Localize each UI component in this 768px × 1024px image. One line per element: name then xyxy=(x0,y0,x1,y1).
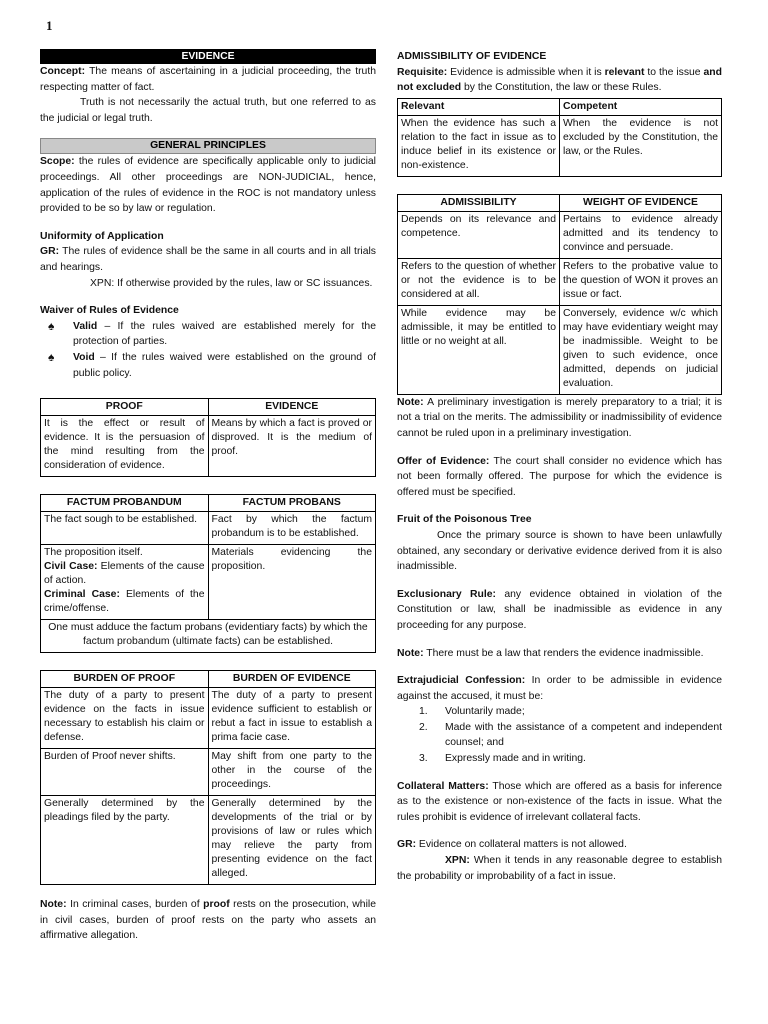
requisite-label: Requisite: xyxy=(397,66,448,78)
table-cell: When the evidence is not excluded by the Constitution, the law, or the Rules. xyxy=(560,115,722,176)
note-bold-proof: proof xyxy=(203,899,230,911)
concept-text: The means of ascertaining in a judicial proceeding, the truth respecting matter of fact. xyxy=(40,66,376,93)
table-cell: Refers to the question of whether or not the evidence is to be considered at all. xyxy=(398,258,560,305)
fruit-heading: Fruit of the Poisonous Tree xyxy=(397,514,532,526)
extrajudicial-label: Extrajudicial Confession: xyxy=(397,675,526,687)
burden-note: Note: In criminal cases, burden of proof rests on the prosecution, while in civil cases, burden of proof rests on the party who assets an affirmative allegation. xyxy=(40,899,376,942)
table-row xyxy=(398,305,722,394)
table-cell: Refers to the probative value to the question of WON it proves an issue or fact. xyxy=(560,258,722,305)
offer-paragraph: Offer of Evidence: The court shall consider no evidence which has not been formally offered. The purpose for which the evidence is offered must be specified. xyxy=(397,455,722,498)
gr-label: GR: xyxy=(397,839,417,851)
waiver-item-void xyxy=(40,350,376,381)
table-cell: Means by which a fact is proved or disproved. It is the medium of proof. xyxy=(208,416,376,477)
list-item: 3. Expressly made and in writing. xyxy=(419,753,586,765)
criminal-case-text: Criminal Case: Elements of the crime/offense. xyxy=(44,589,205,615)
table-header: FACTUM PROBANDUM xyxy=(41,495,209,512)
table-cell: Pertains to evidence already admitted and its tendency to convince and persuade. xyxy=(560,211,722,258)
waiver-label: Valid xyxy=(73,320,98,332)
waiver-heading: Waiver of Rules of Evidence xyxy=(40,305,179,317)
table-cell: Burden of Proof never shifts. xyxy=(41,749,209,796)
table-header: Competent xyxy=(560,98,722,115)
table-cell: Conversely, evidence w/c which may have evidentiary weight may be inadmissible. Weight to be given to such evidence, once admitted, depends on judicial evaluation. xyxy=(560,305,722,394)
requisite-paragraph: Requisite: Evidence is admissible when it is relevant to the issue and not excluded by the Constitution, the law or these Rules. xyxy=(397,66,722,94)
note-label: Note: xyxy=(40,899,67,911)
gr-paragraph xyxy=(40,244,376,275)
waiver-label: Void xyxy=(73,351,95,363)
concept-paragraph xyxy=(40,64,376,95)
note-label: Note: xyxy=(397,396,424,408)
note-label: Note: xyxy=(397,647,424,659)
page-number: 1 xyxy=(46,18,53,33)
law-note: Note: There must be a law that renders the evidence inadmissible. xyxy=(397,647,704,659)
xpn-label: XPN: xyxy=(90,277,115,289)
table-header: WEIGHT OF EVIDENCE xyxy=(560,194,722,211)
proposition-text: The proposition itself. xyxy=(44,547,143,559)
admissibility-weight-table xyxy=(397,194,722,395)
table-row xyxy=(398,115,722,176)
table-row xyxy=(41,416,376,477)
gr-text: The rules of evidence shall be the same in all courts and in all trials and hearings. xyxy=(40,246,376,273)
table-header: BURDEN OF PROOF xyxy=(41,671,209,688)
extrajudicial-list xyxy=(397,704,722,766)
collateral-paragraph: Collateral Matters: Those which are offered as a basis for inference as to the existence or non-existence of the facts in issue. What the rules prohibit is evidence of irrelevant collateral facts. xyxy=(397,780,723,823)
civil-case-text: Civil Case: Elements of the cause of action. xyxy=(44,561,205,587)
burden-table xyxy=(40,670,376,885)
table-row xyxy=(41,512,376,545)
table-cell: May shift from one party to the other in the course of the proceedings. xyxy=(208,749,376,796)
table-header: EVIDENCE xyxy=(208,399,376,416)
scope-text: the rules of evidence are specifically applicable only to judicial proceedings. All other proceedings are NON-JUDICIAL, hence, application of the rules of evidence in the ROC is not mandatory unless provided to be so by law or regulation. xyxy=(40,156,376,215)
table-row xyxy=(41,545,376,620)
collateral-xpn-paragraph: XPN: When it tends in any reasonable degree to establish the probability or improbability of a fact in issue. xyxy=(397,855,722,882)
scope-paragraph xyxy=(40,154,376,216)
table-cell xyxy=(41,545,209,620)
scope-label: Scope: xyxy=(40,156,75,168)
criminal-label: Criminal Case: xyxy=(44,589,120,601)
civil-label: Civil Case: xyxy=(44,561,98,573)
table-header: BURDEN OF EVIDENCE xyxy=(208,671,376,688)
exclusionary-label: Exclusionary Rule: xyxy=(397,588,497,600)
table-header: Relevant xyxy=(398,98,560,115)
evidence-header: EVIDENCE xyxy=(40,49,376,64)
list-item: 1. Voluntarily made; xyxy=(419,706,525,718)
table-header: ADMISSIBILITY xyxy=(398,194,560,211)
table-row xyxy=(41,688,376,749)
waiver-item-valid xyxy=(40,319,376,350)
table-cell: When the evidence has such a relation to the fact in issue as to induce belief in its existence or non-existence. xyxy=(398,115,560,176)
general-principles-header: GENERAL PRINCIPLES xyxy=(40,138,376,154)
preliminary-note: Note: A preliminary investigation is merely preparatory to a trial; it is not a trial on the merits. The admissibility or inadmissibility of evidence cannot be ruled upon in a preliminary investigation. xyxy=(397,396,722,439)
admissibility-heading: ADMISSIBILITY OF EVIDENCE xyxy=(397,51,547,62)
right-column xyxy=(397,49,722,884)
xpn-paragraph xyxy=(40,276,376,292)
gr-label: GR: xyxy=(40,246,60,258)
table-cell: Generally determined by the developments of the trial or by provisions of law or rules which may relieve the party from presenting evidence on the fact alleged. xyxy=(208,796,376,885)
fruit-paragraph: Once the primary source is shown to have been unlawfully obtained, any secondary or derivative evidence derived from it is also inadmissible. xyxy=(397,529,722,573)
table-header: PROOF xyxy=(41,399,209,416)
table-row xyxy=(398,211,722,258)
table-cell: Materials evidencing the proposition. xyxy=(208,545,376,620)
factum-table xyxy=(40,494,376,653)
table-cell: It is the effect or result of evidence. It is the persuasion of the mind resulting from the consideration of evidence. xyxy=(41,416,209,477)
exclusionary-paragraph: Exclusionary Rule: any evidence obtained in violation of the Constitution or law, shall be inadmissible as evidence in any proceeding for any purpose. xyxy=(397,588,722,631)
proof-evidence-table xyxy=(40,398,376,477)
table-cell: The duty of a party to present evidence sufficient to establish or rebut a fact in issue to establish a prima facie case. xyxy=(208,688,376,749)
collateral-label: Collateral Matters: xyxy=(397,780,489,792)
xpn-text: If otherwise provided by the rules, law or SC issuances. xyxy=(114,277,373,289)
table-cell: Generally determined by the pleadings filed by the party. xyxy=(41,796,209,885)
list-item: 2. Made with the assistance of a competent and independent counsel; and xyxy=(419,721,722,749)
spade-bullet-icon: ♠ xyxy=(48,318,55,333)
waiver-text: – If the rules waived were established on the ground of public policy. xyxy=(73,351,376,379)
left-column xyxy=(40,49,376,944)
table-row xyxy=(41,620,376,653)
extrajudicial-paragraph: Extrajudicial Confession: In order to be admissible in evidence against the accused, it must be: xyxy=(397,675,722,702)
table-cell: The duty of a party to present evidence on the facts in issue necessary to establish his claim or defense. xyxy=(41,688,209,749)
offer-label: Offer of Evidence: xyxy=(397,455,490,467)
truth-paragraph: Truth is not necessarily the actual truth, but one referred to as the judicial or legal truth. xyxy=(40,97,376,124)
uniformity-heading: Uniformity of Application xyxy=(40,230,164,242)
waiver-list xyxy=(40,319,376,381)
collateral-gr-paragraph: GR: Evidence on collateral matters is not allowed. xyxy=(397,839,627,851)
table-header: FACTUM PROBANS xyxy=(208,495,376,512)
table-cell: Depends on its relevance and competence. xyxy=(398,211,560,258)
table-row xyxy=(41,749,376,796)
concept-label: Concept: xyxy=(40,66,86,77)
table-cell: The fact sough to be established. xyxy=(41,512,209,545)
spade-bullet-icon: ♠ xyxy=(48,349,55,364)
relevant-competent-table xyxy=(397,98,722,177)
table-row xyxy=(41,796,376,885)
xpn-label: XPN: xyxy=(445,855,470,867)
table-cell: While evidence may be admissible, it may be entitled to little or no weight at all. xyxy=(398,305,560,394)
table-footer-cell: One must adduce the factum probans (evidentiary facts) by which the factum probandum (ultimate facts) can be established. xyxy=(41,620,376,653)
table-cell: Fact by which the factum probandum is to be established. xyxy=(208,512,376,545)
waiver-text: – If the rules waived are established merely for the protection of parties. xyxy=(73,320,376,348)
table-row xyxy=(398,258,722,305)
